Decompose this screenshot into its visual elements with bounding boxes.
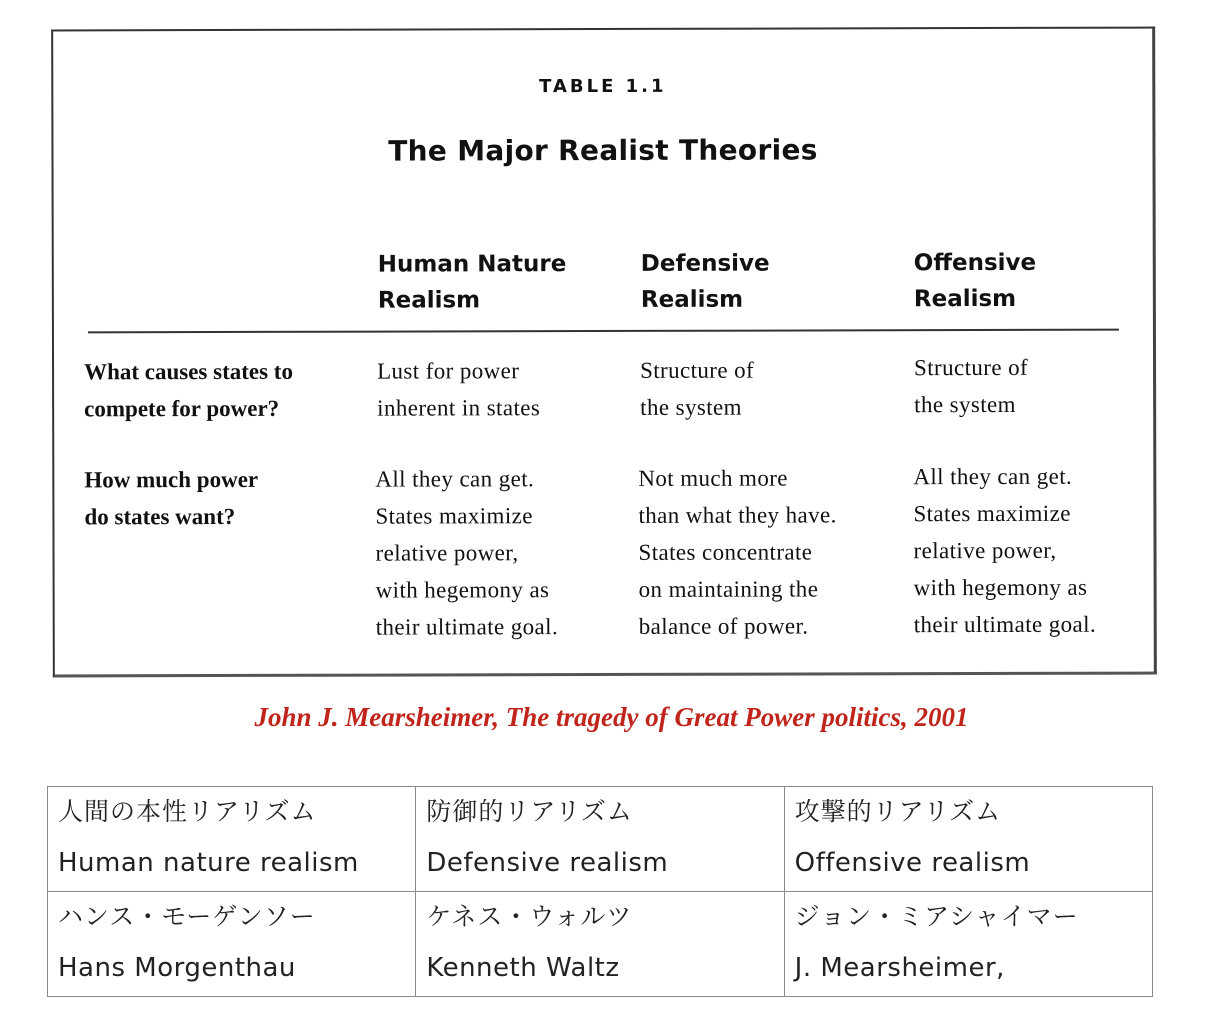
table-title: The Major Realist Theories xyxy=(388,133,818,168)
column-header-line: Realism xyxy=(913,285,1017,313)
cell-english-label: Human nature realism xyxy=(58,848,359,878)
cell-english-label: Defensive realism xyxy=(426,848,669,878)
column-header-defensive xyxy=(641,245,881,318)
scanned-table-figure xyxy=(51,27,1157,678)
cell-line: States concentrate xyxy=(638,539,813,565)
cell-english-label: J. Mearsheimer, xyxy=(794,953,1005,983)
cell-line: Structure of xyxy=(640,357,755,383)
cell-line: with hegemony as xyxy=(375,577,550,603)
table-row xyxy=(48,892,1153,997)
column-header-line: Defensive xyxy=(640,250,770,277)
row-question-how-much xyxy=(84,461,344,536)
table-cell-human-nature xyxy=(48,787,416,892)
column-header-line: Human Nature xyxy=(377,251,567,278)
row-question-line: How much power xyxy=(84,466,259,493)
source-citation: John J. Mearsheimer, The tragedy of Great Power politics, 2001 xyxy=(254,702,969,732)
cell-line: States maximize xyxy=(913,500,1071,527)
cell-japanese-label: ジョン・ミアシャイマー xyxy=(794,902,1079,931)
column-header-offensive xyxy=(914,245,1154,318)
cell-line: their ultimate goal. xyxy=(375,614,559,640)
cell-causes-defensive xyxy=(640,351,890,426)
cell-causes-offensive xyxy=(914,349,1164,424)
column-header-line: Realism xyxy=(640,286,744,313)
cell-line: with hegemony as xyxy=(913,574,1088,601)
column-header-human-nature xyxy=(378,246,618,319)
cell-english-label: Offensive realism xyxy=(794,848,1031,878)
cell-line: All they can get. xyxy=(375,466,535,492)
cell-japanese-label: 人間の本性リアリズム xyxy=(58,797,317,826)
row-question-line: do states want? xyxy=(84,503,236,530)
column-header-line: Offensive xyxy=(913,249,1037,277)
cell-how-much-offensive xyxy=(913,458,1163,644)
cell-line: the system xyxy=(914,391,1016,418)
cell-japanese-label: 攻撃的リアリズム xyxy=(794,797,1002,826)
header-divider xyxy=(88,329,1119,334)
column-header-line: Realism xyxy=(377,287,481,314)
row-question-line: What causes states to xyxy=(84,358,293,385)
cell-line: balance of power. xyxy=(638,613,809,639)
row-question-line: compete for power? xyxy=(84,395,280,422)
cell-causes-human-nature xyxy=(377,352,627,427)
table-row xyxy=(48,787,1153,892)
cell-japanese-label: 防御的リアリズム xyxy=(426,797,633,826)
cell-how-much-human-nature xyxy=(375,460,625,646)
cell-japanese-label: ハンス・モーゲンソー xyxy=(58,902,316,931)
cell-line: than what they have. xyxy=(638,502,837,528)
cell-line: inherent in states xyxy=(377,395,541,421)
cell-line: relative power, xyxy=(913,537,1057,564)
table-cell-defensive xyxy=(416,787,784,892)
japanese-comparison-table xyxy=(47,786,1153,997)
cell-line: Not much more xyxy=(638,465,788,491)
cell-how-much-defensive xyxy=(638,459,888,645)
table-number: TABLE 1.1 xyxy=(539,75,667,98)
cell-english-label: Hans Morgenthau xyxy=(58,953,296,983)
cell-line: States maximize xyxy=(375,503,533,529)
cell-line: on maintaining the xyxy=(638,576,819,602)
table-cell-morgenthau xyxy=(48,892,416,997)
cell-line: relative power, xyxy=(375,540,519,566)
cell-line: All they can get. xyxy=(913,463,1073,490)
cell-line: the system xyxy=(640,394,742,420)
cell-english-label: Kenneth Waltz xyxy=(426,953,620,983)
cell-line: their ultimate goal. xyxy=(913,611,1097,638)
table-cell-mearsheimer xyxy=(784,892,1152,997)
cell-line: Lust for power xyxy=(377,358,520,384)
row-question-causes xyxy=(84,353,344,428)
cell-line: Structure of xyxy=(914,354,1029,381)
cell-japanese-label: ケネス・ウォルツ xyxy=(426,902,633,931)
table-cell-waltz xyxy=(416,892,784,997)
table-cell-offensive xyxy=(784,787,1152,892)
